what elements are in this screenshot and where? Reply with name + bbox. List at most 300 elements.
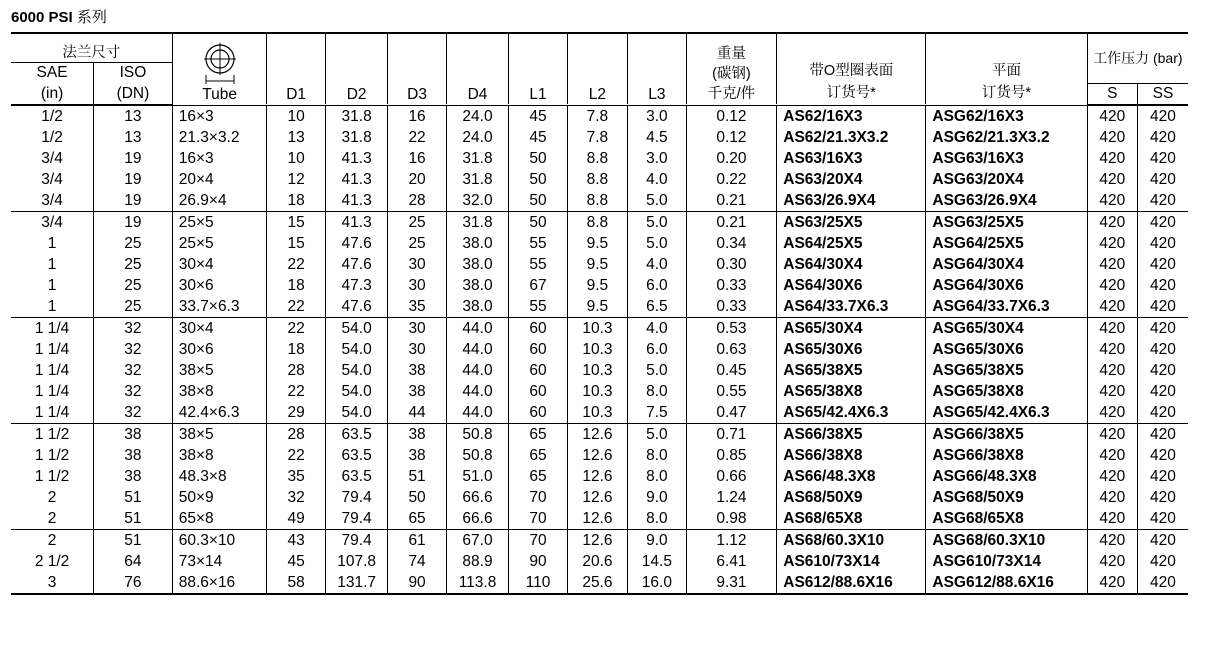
table-row	[11, 296, 1188, 318]
cell-iso: 32	[94, 360, 173, 381]
cell-tube: 38×5	[172, 360, 267, 381]
weight-unit: 千克/件	[707, 86, 756, 102]
cell-iso: 32	[94, 317, 173, 339]
cell-d1: 45	[267, 551, 325, 572]
cell-ss: 420	[1137, 360, 1188, 381]
cell-sae: 1 1/2	[34, 467, 70, 485]
s-header: S	[1087, 83, 1137, 104]
cell-sae: 3/4	[41, 149, 63, 167]
cell-tube: 60.3×10	[172, 529, 267, 551]
cell-tube: 21.3×3.2	[172, 127, 267, 148]
cell-ss: 420	[1137, 275, 1188, 296]
cell-tube: 30×6	[172, 275, 267, 296]
oring-label: 带O型圈表面	[809, 63, 894, 79]
cell-w: 0.33	[686, 275, 777, 296]
cell-d1: 28	[267, 360, 325, 381]
cell-d4: 44.0	[446, 381, 508, 402]
cell-ss: 420	[1137, 381, 1188, 402]
cell-l2: 8.8	[567, 211, 627, 233]
cell-l2: 7.8	[567, 127, 627, 148]
cell-tube: 48.3×8	[172, 466, 267, 487]
cell-o: AS65/30X4	[777, 317, 926, 339]
cell-s: 420	[1087, 551, 1137, 572]
l3-header: L3	[628, 33, 686, 104]
cell-sae: 1 1/4	[34, 382, 70, 400]
cell-f: ASG65/30X6	[926, 339, 1087, 360]
cell-l1: 67	[509, 275, 567, 296]
table-row	[11, 572, 1188, 594]
cell-d1: 18	[267, 275, 325, 296]
cell-d2: 131.7	[325, 572, 387, 594]
cell-o: AS64/30X4	[777, 254, 926, 275]
cell-l1: 65	[509, 445, 567, 466]
cell-iso: 25	[94, 275, 173, 296]
cell-d4: 51.0	[446, 466, 508, 487]
cell-ss: 420	[1137, 402, 1188, 424]
cell-l2: 12.6	[567, 445, 627, 466]
cell-ss: 420	[1137, 105, 1188, 127]
cell-sae: 3/4	[41, 191, 63, 209]
cell-o: AS63/26.9X4	[777, 190, 926, 212]
oring-order-no: 订货号*	[826, 85, 876, 101]
cell-f: ASG62/16X3	[926, 105, 1087, 127]
cell-s: 420	[1087, 381, 1137, 402]
cell-ss: 420	[1137, 445, 1188, 466]
cell-w: 0.12	[686, 127, 777, 148]
cell-d2: 47.3	[325, 275, 387, 296]
cell-tube: 33.7×6.3	[172, 296, 267, 318]
cell-l2: 10.3	[567, 360, 627, 381]
cell-w: 0.55	[686, 381, 777, 402]
cell-s: 420	[1087, 317, 1137, 339]
cell-iso: 25	[94, 254, 173, 275]
cell-iso: 13	[94, 127, 173, 148]
cell-l1: 45	[509, 105, 567, 127]
cell-f: ASG63/25X5	[926, 211, 1087, 233]
cell-l2: 9.5	[567, 296, 627, 318]
cell-o: AS64/30X6	[777, 275, 926, 296]
cell-tube: 26.9×4	[172, 190, 267, 212]
cell-tube: 16×3	[172, 105, 267, 127]
cell-d4: 50.8	[446, 445, 508, 466]
cell-tube: 30×4	[172, 317, 267, 339]
cell-d4: 32.0	[446, 190, 508, 212]
sae-header: SAE	[11, 63, 94, 84]
cell-d1: 15	[267, 211, 325, 233]
cell-f: ASG610/73X14	[926, 551, 1087, 572]
cell-l3: 8.0	[628, 466, 686, 487]
cell-o: AS63/25X5	[777, 211, 926, 233]
table-row	[11, 127, 1188, 148]
cell-sae: 2	[47, 488, 57, 506]
cell-l2: 20.6	[567, 551, 627, 572]
cell-d4: 44.0	[446, 360, 508, 381]
table-row	[11, 508, 1188, 530]
cell-f: ASG66/48.3X8	[926, 466, 1087, 487]
cell-d4: 50.8	[446, 423, 508, 445]
cell-o: AS64/33.7X6.3	[777, 296, 926, 318]
cell-f: ASG66/38X5	[926, 423, 1087, 445]
cell-d3: 25	[388, 211, 446, 233]
d3-header: D3	[388, 33, 446, 104]
cell-w: 0.45	[686, 360, 777, 381]
cell-l1: 110	[509, 572, 567, 594]
cell-sae: 1 1/2	[11, 423, 94, 445]
cell-w: 0.71	[686, 423, 777, 445]
tube-header	[172, 33, 267, 104]
cell-sae: 1 1/4	[34, 403, 70, 421]
cell-f: ASG65/38X8	[926, 381, 1087, 402]
iso-header: ISO	[94, 63, 173, 84]
cell-o: AS66/48.3X8	[777, 466, 926, 487]
cell-w: 0.30	[686, 254, 777, 275]
cell-d1: 22	[267, 254, 325, 275]
cell-iso: 13	[94, 105, 173, 127]
cell-f: ASG65/42.4X6.3	[926, 402, 1087, 424]
pressure-header: 工作压力 (bar)	[1087, 33, 1188, 83]
cell-w: 0.33	[686, 296, 777, 318]
cell-l2: 25.6	[567, 572, 627, 594]
cell-w: 9.31	[686, 572, 777, 594]
cell-f: ASG64/33.7X6.3	[926, 296, 1087, 318]
cell-d2: 107.8	[325, 551, 387, 572]
cell-ss: 420	[1137, 127, 1188, 148]
cell-d3: 65	[388, 508, 446, 530]
table-row	[11, 423, 1188, 445]
table-row	[11, 466, 1188, 487]
cell-iso: 32	[94, 402, 173, 424]
cell-d4: 31.8	[446, 148, 508, 169]
sae-unit: (in)	[11, 83, 94, 104]
cell-d3: 20	[388, 169, 446, 190]
table-row	[11, 360, 1188, 381]
cell-l1: 60	[509, 339, 567, 360]
cell-d3: 30	[388, 339, 446, 360]
cell-o: AS66/38X5	[777, 423, 926, 445]
cell-f: ASG68/50X9	[926, 487, 1087, 508]
cell-s: 420	[1087, 466, 1137, 487]
cell-s: 420	[1087, 254, 1137, 275]
cell-l1: 50	[509, 169, 567, 190]
cell-o: AS65/38X8	[777, 381, 926, 402]
cell-d3: 22	[388, 127, 446, 148]
cell-d2: 31.8	[325, 105, 387, 127]
cell-sae: 1 1/4	[34, 361, 70, 379]
cell-iso: 51	[94, 508, 173, 530]
table-row	[11, 445, 1188, 466]
table-row	[11, 105, 1188, 127]
cell-l3: 9.0	[628, 529, 686, 551]
flat-label: 平面	[992, 63, 1021, 79]
cell-d2: 31.8	[325, 127, 387, 148]
ss-header: SS	[1137, 83, 1188, 104]
table-row	[11, 402, 1188, 424]
cell-l3: 6.0	[628, 339, 686, 360]
cell-l1: 50	[509, 190, 567, 212]
flange-size-header: 法兰尺寸	[11, 33, 172, 63]
d2-header: D2	[325, 33, 387, 104]
cell-d3: 90	[388, 572, 446, 594]
cell-f: ASG63/16X3	[926, 148, 1087, 169]
cell-d1: 43	[267, 529, 325, 551]
cell-l1: 60	[509, 360, 567, 381]
cell-sae: 3/4	[41, 170, 63, 188]
cell-d2: 79.4	[325, 508, 387, 530]
cell-d2: 54.0	[325, 360, 387, 381]
cell-l1: 70	[509, 508, 567, 530]
cell-sae: 1	[47, 255, 57, 273]
cell-d1: 18	[267, 339, 325, 360]
cell-o: AS66/38X8	[777, 445, 926, 466]
cell-l3: 8.0	[628, 445, 686, 466]
cell-d1: 22	[267, 445, 325, 466]
cell-d3: 50	[388, 487, 446, 508]
cell-ss: 420	[1137, 148, 1188, 169]
cell-l3: 4.0	[628, 254, 686, 275]
cell-iso: 38	[94, 445, 173, 466]
table-row	[11, 339, 1188, 360]
cell-tube: 38×8	[172, 381, 267, 402]
cell-l1: 50	[509, 148, 567, 169]
cell-d2: 63.5	[325, 423, 387, 445]
cell-sae: 1	[47, 276, 57, 294]
tube-cross-section-icon	[200, 42, 240, 86]
cell-d4: 44.0	[446, 339, 508, 360]
cell-s: 420	[1087, 487, 1137, 508]
flat-order-no: 订货号*	[981, 85, 1032, 101]
cell-d2: 54.0	[325, 381, 387, 402]
cell-s: 420	[1087, 423, 1137, 445]
iso-unit: (DN)	[94, 83, 173, 104]
cell-d2: 63.5	[325, 466, 387, 487]
cell-iso: 19	[94, 148, 173, 169]
cell-s: 420	[1087, 360, 1137, 381]
cell-l2: 7.8	[567, 105, 627, 127]
cell-ss: 420	[1137, 551, 1188, 572]
cell-d3: 51	[388, 466, 446, 487]
cell-w: 0.66	[686, 466, 777, 487]
table-row	[11, 148, 1188, 169]
cell-w: 1.24	[686, 487, 777, 508]
cell-sae: 2 1/2	[34, 552, 70, 570]
cell-l1: 50	[509, 211, 567, 233]
cell-d4: 38.0	[446, 275, 508, 296]
cell-l1: 55	[509, 296, 567, 318]
cell-l2: 9.5	[567, 275, 627, 296]
cell-s: 420	[1087, 233, 1137, 254]
cell-d4: 88.9	[446, 551, 508, 572]
cell-f: ASG66/38X8	[926, 445, 1087, 466]
flat-order-header	[926, 33, 1087, 104]
cell-o: AS610/73X14	[777, 551, 926, 572]
cell-d1: 49	[267, 508, 325, 530]
cell-s: 420	[1087, 529, 1137, 551]
cell-w: 0.53	[686, 317, 777, 339]
cell-l2: 12.6	[567, 466, 627, 487]
cell-d3: 38	[388, 381, 446, 402]
cell-d2: 41.3	[325, 211, 387, 233]
cell-ss: 420	[1137, 254, 1188, 275]
cell-ss: 420	[1137, 423, 1188, 445]
cell-d4: 31.8	[446, 211, 508, 233]
cell-w: 0.98	[686, 508, 777, 530]
cell-l1: 55	[509, 254, 567, 275]
cell-o: AS612/88.6X16	[777, 572, 926, 594]
cell-d3: 38	[388, 445, 446, 466]
cell-d4: 24.0	[446, 127, 508, 148]
cell-iso: 38	[94, 466, 173, 487]
cell-f: ASG64/30X4	[926, 254, 1087, 275]
table-row	[11, 529, 1188, 551]
cell-d3: 28	[388, 190, 446, 212]
cell-ss: 420	[1137, 233, 1188, 254]
table-row	[11, 317, 1188, 339]
cell-tube: 16×3	[172, 148, 267, 169]
cell-o: AS65/30X6	[777, 339, 926, 360]
cell-w: 6.41	[686, 551, 777, 572]
cell-d4: 113.8	[446, 572, 508, 594]
cell-o: AS63/16X3	[777, 148, 926, 169]
cell-d3: 16	[388, 148, 446, 169]
cell-d3: 30	[388, 254, 446, 275]
cell-l2: 9.5	[567, 254, 627, 275]
cell-d2: 47.6	[325, 296, 387, 318]
cell-w: 0.20	[686, 148, 777, 169]
cell-l2: 10.3	[567, 402, 627, 424]
cell-d2: 41.3	[325, 169, 387, 190]
cell-l3: 6.5	[628, 296, 686, 318]
d4-header: D4	[446, 33, 508, 104]
cell-o: AS64/25X5	[777, 233, 926, 254]
cell-l3: 6.0	[628, 275, 686, 296]
cell-d2: 79.4	[325, 529, 387, 551]
cell-iso: 32	[94, 339, 173, 360]
cell-d1: 28	[267, 423, 325, 445]
cell-l3: 9.0	[628, 487, 686, 508]
cell-sae: 1 1/4	[34, 340, 70, 358]
cell-l3: 8.0	[628, 508, 686, 530]
cell-l3: 4.0	[628, 317, 686, 339]
table-row	[11, 275, 1188, 296]
series-suffix: 系列	[76, 9, 107, 26]
cell-s: 420	[1087, 190, 1137, 212]
cell-sae: 1	[47, 297, 57, 315]
cell-d3: 44	[388, 402, 446, 424]
cell-o: AS65/38X5	[777, 360, 926, 381]
cell-tube: 88.6×16	[172, 572, 267, 594]
cell-s: 420	[1087, 402, 1137, 424]
cell-o: AS68/50X9	[777, 487, 926, 508]
cell-ss: 420	[1137, 296, 1188, 318]
l1-header: L1	[509, 33, 567, 104]
cell-d1: 35	[267, 466, 325, 487]
cell-tube: 42.4×6.3	[172, 402, 267, 424]
cell-f: ASG65/30X4	[926, 317, 1087, 339]
cell-s: 420	[1087, 105, 1137, 127]
cell-l2: 8.8	[567, 148, 627, 169]
table-row	[11, 169, 1188, 190]
cell-sae: 2	[11, 529, 94, 551]
cell-sae: 1/2	[41, 107, 63, 125]
table-row	[11, 211, 1188, 233]
table-row	[11, 487, 1188, 508]
cell-d3: 16	[388, 105, 446, 127]
table-row	[11, 190, 1188, 212]
cell-w: 1.12	[686, 529, 777, 551]
d1-header: D1	[267, 33, 325, 104]
cell-w: 0.34	[686, 233, 777, 254]
cell-iso: 51	[94, 487, 173, 508]
cell-f: ASG64/30X6	[926, 275, 1087, 296]
table-row	[11, 254, 1188, 275]
weight-header	[686, 33, 777, 104]
cell-l3: 14.5	[628, 551, 686, 572]
cell-l3: 8.0	[628, 381, 686, 402]
cell-d1: 22	[267, 296, 325, 318]
cell-l2: 10.3	[567, 317, 627, 339]
cell-d3: 25	[388, 233, 446, 254]
cell-o: AS62/21.3X3.2	[777, 127, 926, 148]
cell-f: ASG63/26.9X4	[926, 190, 1087, 212]
cell-o: AS65/42.4X6.3	[777, 402, 926, 424]
cell-sae: 3	[11, 572, 94, 594]
cell-tube: 50×9	[172, 487, 267, 508]
cell-tube: 65×8	[172, 508, 267, 530]
cell-d2: 41.3	[325, 190, 387, 212]
table-row	[11, 233, 1188, 254]
cell-f: ASG62/21.3X3.2	[926, 127, 1087, 148]
cell-s: 420	[1087, 508, 1137, 530]
cell-l3: 5.0	[628, 233, 686, 254]
cell-d2: 54.0	[325, 402, 387, 424]
cell-s: 420	[1087, 339, 1137, 360]
cell-f: ASG65/38X5	[926, 360, 1087, 381]
cell-l3: 3.0	[628, 105, 686, 127]
cell-ss: 420	[1137, 211, 1188, 233]
cell-l2: 8.8	[567, 190, 627, 212]
cell-l1: 70	[509, 487, 567, 508]
cell-iso: 51	[94, 529, 173, 551]
cell-o: AS63/20X4	[777, 169, 926, 190]
cell-d3: 30	[388, 275, 446, 296]
cell-l3: 5.0	[628, 190, 686, 212]
cell-d3: 35	[388, 296, 446, 318]
cell-d2: 79.4	[325, 487, 387, 508]
cell-w: 0.12	[686, 105, 777, 127]
cell-s: 420	[1087, 296, 1137, 318]
cell-ss: 420	[1137, 317, 1188, 339]
cell-o: AS68/60.3X10	[777, 529, 926, 551]
cell-l2: 10.3	[567, 381, 627, 402]
cell-ss: 420	[1137, 190, 1188, 212]
cell-s: 420	[1087, 148, 1137, 169]
cell-d3: 38	[388, 423, 446, 445]
cell-d3: 30	[388, 317, 446, 339]
cell-l1: 55	[509, 233, 567, 254]
l2-header: L2	[567, 33, 627, 104]
cell-w: 0.21	[686, 211, 777, 233]
cell-w: 0.63	[686, 339, 777, 360]
cell-tube: 25×5	[172, 233, 267, 254]
cell-f: ASG612/88.6X16	[926, 572, 1087, 594]
cell-d4: 24.0	[446, 105, 508, 127]
page-title	[11, 6, 107, 27]
cell-sae: 3/4	[11, 211, 94, 233]
cell-d1: 13	[267, 127, 325, 148]
weight-label: 重量	[716, 46, 746, 62]
cell-d3: 74	[388, 551, 446, 572]
cell-l3: 5.0	[628, 211, 686, 233]
